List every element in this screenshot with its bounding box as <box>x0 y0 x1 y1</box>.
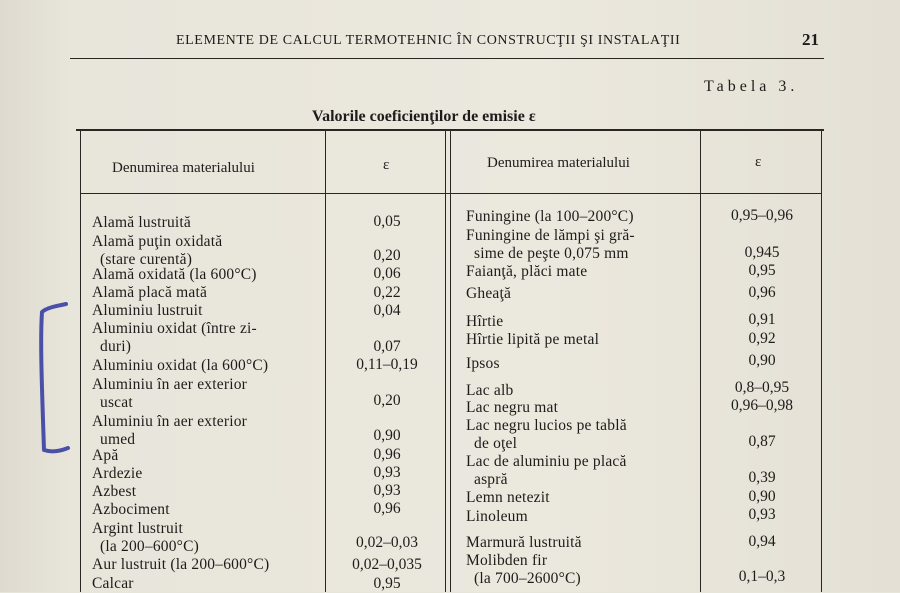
right-row-13-name-line-1: Linoleum <box>466 508 528 525</box>
header-rule <box>70 58 824 59</box>
left-row-10-epsilon: 0,96 <box>373 446 401 463</box>
right-row-9-epsilon: 0,96–0,98 <box>731 397 793 414</box>
left-row-6-name-line-1: Aluminiu oxidat (între zi- <box>92 320 257 337</box>
left-row-12-epsilon: 0,93 <box>373 482 401 499</box>
right-row-11-epsilon: 0,39 <box>748 469 776 486</box>
header-bottom-rule <box>80 193 822 194</box>
right-row-10-name-line-2: de oţel <box>474 435 518 452</box>
double-divider-b <box>450 131 451 592</box>
right-material-header: Denumirea materialului <box>487 155 630 171</box>
handwritten-bracket-mark <box>36 300 76 460</box>
left-row-2-name-line-1: Alamă puţin oxidată <box>92 233 223 250</box>
left-row-11-epsilon: 0,93 <box>373 464 401 481</box>
left-row-15-epsilon: 0,02–0,035 <box>352 556 422 573</box>
right-row-15-name-line-2: (la 700–2600°C) <box>474 570 581 587</box>
right-row-7-name-line-1: Ipsos <box>466 355 500 372</box>
right-row-5-name-line-1: Hîrtie <box>466 313 504 330</box>
right-row-15-epsilon: 0,1–0,3 <box>738 568 786 585</box>
left-row-8-epsilon: 0,20 <box>373 392 401 409</box>
right-row-14-epsilon: 0,94 <box>748 533 776 550</box>
left-row-16-epsilon: 0,95 <box>373 575 401 592</box>
left-row-16-name-line-1: Calcar <box>92 575 134 592</box>
left-row-14-name-line-2: (la 200–600°C) <box>100 538 199 555</box>
left-row-2-epsilon: 0,20 <box>373 247 401 264</box>
running-header: ELEMENTE DE CALCUL TERMOTEHNIC ÎN CONSTRUCŢII ŞI INSTALAŢII <box>176 33 681 48</box>
left-material-header: Denumirea materialului <box>112 160 255 176</box>
right-row-8-epsilon: 0,8–0,95 <box>734 379 790 396</box>
right-row-2-epsilon: 0,945 <box>744 244 780 261</box>
right-row-12-epsilon: 0,90 <box>748 488 776 505</box>
right-row-4-name-line-1: Gheaţă <box>466 285 512 302</box>
right-row-14-name-line-1: Marmură lustruită <box>466 534 582 551</box>
left-row-1-epsilon: 0,05 <box>373 213 401 230</box>
right-row-6-epsilon: 0,92 <box>748 330 776 347</box>
right-row-11-name-line-1: Lac de aluminiu pe placă <box>466 453 627 470</box>
right-row-1-epsilon: 0,95–0,96 <box>731 207 793 224</box>
left-row-5-name-line-1: Aluminiu lustruit <box>92 302 203 319</box>
left-row-11-name-line-1: Ardezie <box>92 465 143 482</box>
left-row-9-name-line-1: Aluminiu în aer exterior <box>92 413 248 430</box>
left-row-14-epsilon: 0,02–0,03 <box>356 534 418 551</box>
right-row-4-epsilon: 0,96 <box>748 284 776 301</box>
left-row-10-name-line-1: Apă <box>92 447 119 464</box>
left-row-3-name-line-1: Alamă oxidată (la 600°C) <box>92 266 257 283</box>
left-row-15-name-line-1: Aur lustruit (la 200–600°C) <box>92 556 270 573</box>
left-row-14-name-line-1: Argint lustruit <box>92 520 183 537</box>
right-row-2-name-line-1: Funingine de lămpi şi gră- <box>466 227 635 244</box>
left-row-6-epsilon: 0,07 <box>373 338 401 355</box>
right-row-10-name-line-1: Lac negru lucios pe tablă <box>466 417 627 434</box>
right-row-1-name-line-1: Funingine (la 100–200°C) <box>466 208 634 225</box>
column-divider-right <box>700 131 701 592</box>
left-row-6-name-line-2: duri) <box>100 338 132 355</box>
right-row-12-name-line-1: Lemn netezit <box>466 489 550 506</box>
left-row-7-epsilon: 0,11–0,19 <box>356 356 418 373</box>
right-row-9-name-line-1: Lac negru mat <box>466 399 559 416</box>
table-title: Valorile coeficienţilor de emisie ε <box>312 108 536 125</box>
right-row-11-name-line-2: aspră <box>474 471 508 488</box>
left-row-7-name-line-1: Aluminiu oxidat (la 600°C) <box>92 357 269 374</box>
left-row-3-epsilon: 0,06 <box>373 265 401 282</box>
right-border <box>821 131 822 592</box>
right-row-2-name-line-2: sime de peşte 0,075 mm <box>474 245 629 262</box>
right-row-6-name-line-1: Hîrtie lipită pe metal <box>466 331 600 348</box>
right-row-7-epsilon: 0,90 <box>748 352 776 369</box>
left-epsilon-header: ε <box>383 157 390 173</box>
right-row-5-epsilon: 0,91 <box>748 311 776 328</box>
right-row-15-name-line-1: Molibden fir <box>466 552 548 569</box>
column-divider-left <box>325 131 326 592</box>
right-row-13-epsilon: 0,93 <box>748 506 776 523</box>
left-row-2-name-line-2: (stare curentă) <box>100 251 193 268</box>
left-row-13-epsilon: 0,96 <box>373 500 401 517</box>
page-number: 21 <box>802 30 819 49</box>
left-row-12-name-line-1: Azbest <box>92 483 137 500</box>
right-row-3-epsilon: 0,95 <box>748 262 776 279</box>
left-row-8-name-line-1: Aluminiu în aer exterior <box>92 376 248 393</box>
left-row-4-epsilon: 0,22 <box>373 284 401 301</box>
right-row-10-epsilon: 0,87 <box>748 433 776 450</box>
table-reference: Tabela 3. <box>704 78 799 95</box>
left-row-9-epsilon: 0,90 <box>373 427 401 444</box>
left-row-8-name-line-2: uscat <box>100 394 133 411</box>
left-row-1-name-line-1: Alamă lustruită <box>92 214 191 231</box>
right-row-8-name-line-1: Lac alb <box>466 382 514 399</box>
left-row-13-name-line-1: Azbociment <box>92 501 170 518</box>
right-epsilon-header: ε <box>755 154 762 170</box>
left-row-5-epsilon: 0,04 <box>373 302 401 319</box>
right-row-3-name-line-1: Faianţă, plăci mate <box>466 263 588 280</box>
left-border <box>80 131 81 592</box>
left-row-9-name-line-2: umed <box>100 431 136 448</box>
double-divider-a <box>445 131 446 592</box>
left-row-4-name-line-1: Alamă placă mată <box>92 284 208 301</box>
